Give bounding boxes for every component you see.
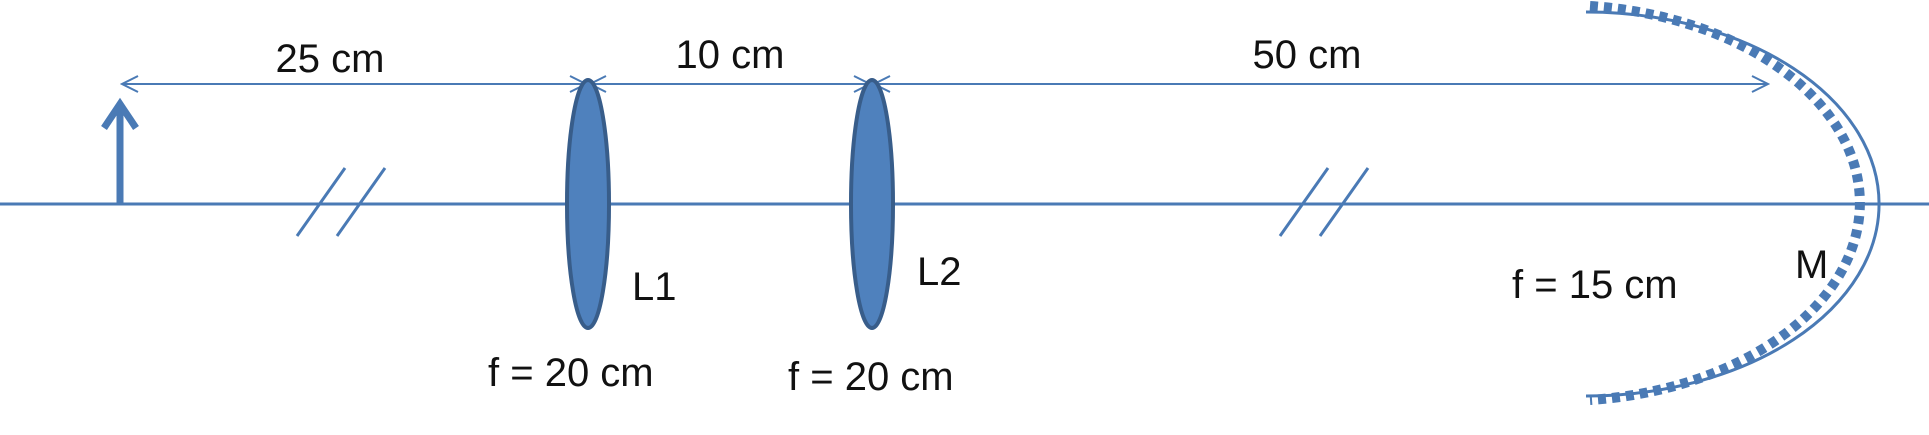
lens-l2-label: L2 xyxy=(917,250,962,294)
mirror-label: M xyxy=(1795,243,1829,287)
axis-break-right xyxy=(1280,168,1368,236)
lens-l2-focal: f = 20 cm xyxy=(788,355,954,399)
dimension-label-50cm: 50 cm xyxy=(1252,33,1362,77)
lens-l1-label: L1 xyxy=(632,265,677,309)
lens-l1-focal: f = 20 cm xyxy=(488,351,654,395)
object-arrow xyxy=(104,104,136,204)
dimension-label-10cm: 10 cm xyxy=(675,33,785,77)
lens-l1 xyxy=(567,80,609,328)
lens-l2 xyxy=(851,80,893,328)
mirror-focal: f = 15 cm xyxy=(1512,263,1678,307)
axis-break-left xyxy=(297,168,385,236)
dimension-label-25cm: 25 cm xyxy=(275,37,385,81)
